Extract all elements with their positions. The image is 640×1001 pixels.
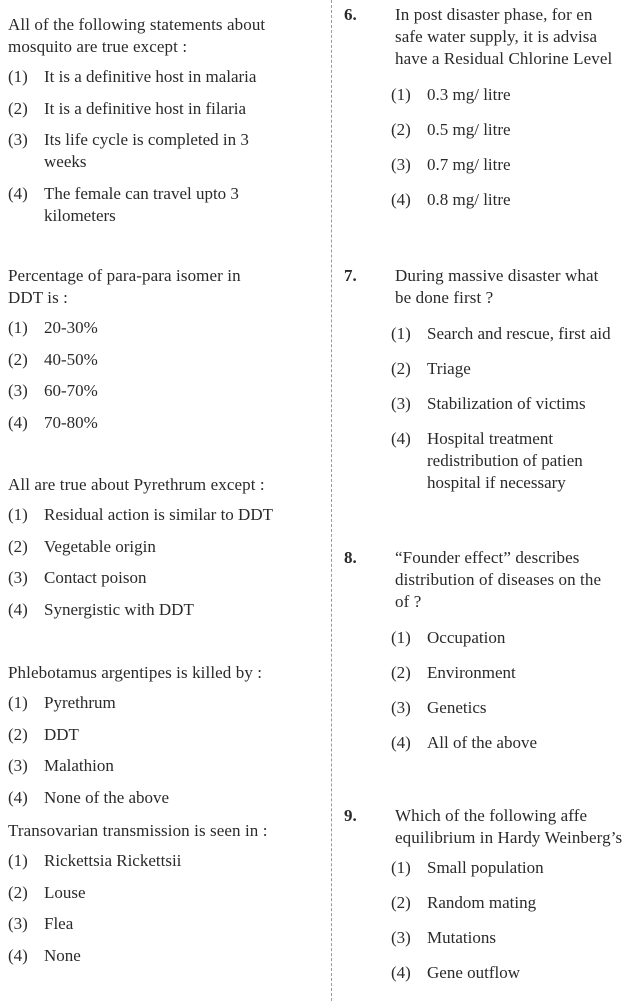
option-list: [391, 857, 640, 984]
option-number: (4): [391, 429, 411, 448]
option-text: 40-50%: [44, 349, 98, 369]
option-text: None of the above: [44, 787, 170, 807]
option-text: Rickettsia Rickettsii: [44, 851, 182, 870]
option: [391, 892, 640, 914]
option: [8, 599, 314, 621]
option-text: Random mating: [427, 893, 537, 912]
option-number: (4): [8, 945, 28, 965]
option-number: (2): [8, 536, 28, 556]
option: [8, 349, 314, 371]
question-block: [8, 14, 314, 236]
option-text: Synergistic with DDT: [44, 599, 194, 619]
option-text: 70-80%: [44, 412, 98, 432]
option-number: (2): [391, 663, 411, 682]
option: [391, 393, 640, 415]
option: [8, 850, 314, 872]
option: [8, 755, 314, 777]
option-text: Vegetable origin: [44, 536, 156, 556]
question-block: [8, 474, 314, 630]
option: [391, 358, 640, 380]
option-number: (4): [8, 183, 28, 203]
option-text: All of the above: [427, 733, 537, 752]
option-number: (2): [391, 893, 411, 912]
option: [8, 536, 314, 558]
option-text: None: [44, 945, 81, 965]
option-text: Stabilization of victims: [427, 394, 586, 413]
option: [8, 724, 314, 746]
option-text: It is a definitive host in malaria: [44, 67, 257, 86]
question-number: 8.: [344, 548, 357, 567]
option-text: Search and rescue, first aid: [427, 324, 611, 343]
question-number: 7.: [344, 266, 357, 285]
option-number: (3): [8, 914, 28, 933]
option-number: (3): [8, 381, 28, 400]
option: [8, 882, 314, 904]
option-text: It is a definitive host in filaria: [44, 98, 247, 118]
option: [8, 787, 314, 809]
option-text: Hospital treatment redistribution of patien hospital if necessary: [427, 429, 583, 492]
option-number: (3): [8, 756, 28, 775]
option: [8, 913, 314, 935]
option-list: [8, 692, 314, 809]
question-number: 6.: [344, 5, 357, 24]
option-text: Genetics: [427, 698, 487, 717]
option: [8, 183, 314, 227]
option-number: (4): [8, 787, 28, 807]
question-block: [336, 547, 640, 767]
option-number: (1): [391, 324, 411, 343]
option-number: (1): [8, 67, 28, 86]
option: [391, 962, 640, 984]
option-number: (4): [8, 599, 28, 619]
option: [8, 412, 314, 434]
option-list: [8, 504, 314, 621]
question-stem: All of the following statements about mosquito are true except :: [8, 15, 266, 56]
option-text: Mutations: [427, 928, 496, 947]
option-text: Pyrethrum: [44, 693, 116, 712]
option: [391, 927, 640, 949]
option: [8, 504, 314, 526]
option: [8, 692, 314, 714]
question-stem: During massive disaster what be done first ?: [395, 266, 599, 307]
option: [8, 380, 314, 402]
option-text: Its life cycle is completed in 3 weeks: [44, 130, 249, 171]
option: [391, 732, 640, 754]
question-block: [8, 662, 314, 818]
option-list: [8, 850, 314, 967]
option-text: 0.8 mg/ litre: [427, 190, 511, 209]
option-number: (3): [391, 394, 411, 413]
column-divider: [331, 0, 332, 1001]
option-text: 60-70%: [44, 381, 98, 400]
question-block: [8, 265, 314, 443]
option: [8, 317, 314, 339]
option: [391, 323, 640, 345]
option-list: [391, 84, 640, 211]
option-number: (2): [8, 98, 28, 118]
option: [391, 154, 640, 176]
option-number: (1): [8, 851, 28, 870]
option-number: (1): [8, 318, 28, 337]
option-list: [391, 627, 640, 754]
option-number: (2): [8, 349, 28, 369]
question-number: 9.: [344, 806, 357, 825]
option: [391, 697, 640, 719]
option-number: (1): [8, 505, 28, 524]
option-list: [8, 66, 314, 227]
option-text: Small population: [427, 858, 544, 877]
question-stem: In post disaster phase, for en safe water supply, it is advisa have a Residual Chlorine Level: [395, 5, 613, 68]
option-number: (1): [391, 858, 411, 877]
option-text: Residual action is similar to DDT: [44, 505, 273, 524]
option: [391, 119, 640, 141]
question-stem: Which of the following affe equilibrium in Hardy Weinberg’s: [395, 806, 623, 847]
option-number: (3): [8, 130, 28, 149]
question-stem: All are true about Pyrethrum except :: [8, 475, 265, 494]
option-number: (2): [391, 359, 411, 378]
option-number: (4): [391, 733, 411, 752]
option-number: (1): [391, 628, 411, 647]
option: [391, 428, 640, 494]
question-stem: “Founder effect” describes distribution of diseases on the of ?: [395, 548, 602, 611]
option-list: [8, 317, 314, 434]
option-text: 0.5 mg/ litre: [427, 120, 511, 139]
option-number: (1): [8, 693, 28, 712]
question-block: [336, 4, 640, 224]
option: [391, 84, 640, 106]
option-text: 0.3 mg/ litre: [427, 85, 511, 104]
option-text: Malathion: [44, 756, 114, 775]
option-text: Occupation: [427, 628, 506, 647]
option-number: (3): [8, 568, 28, 587]
option-number: (3): [391, 698, 411, 717]
question-block: [336, 805, 640, 997]
option: [8, 66, 314, 88]
option-number: (1): [391, 85, 411, 104]
option: [391, 627, 640, 649]
option-text: Environment: [427, 663, 516, 682]
option-number: (3): [391, 928, 411, 947]
option: [391, 189, 640, 211]
option: [391, 857, 640, 879]
option-text: DDT: [44, 724, 79, 744]
option-text: Gene outflow: [427, 963, 521, 982]
option-number: (2): [8, 724, 28, 744]
option-number: (2): [391, 120, 411, 139]
question-stem: Phlebotamus argentipes is killed by :: [8, 663, 263, 682]
option-list: [391, 323, 640, 494]
right-column: [336, 0, 640, 1001]
question-stem: Transovarian transmission is seen in :: [8, 821, 268, 840]
option-text: 20-30%: [44, 318, 98, 337]
option-number: (4): [391, 190, 411, 209]
option: [8, 567, 314, 589]
question-stem: Percentage of para-para isomer in DDT is :: [8, 266, 241, 307]
question-block: [336, 265, 640, 507]
option-text: Contact poison: [44, 568, 147, 587]
question-block: [8, 820, 314, 976]
option-number: (2): [8, 882, 28, 902]
option-text: The female can travel upto 3 kilometers: [44, 183, 239, 225]
option-number: (4): [8, 412, 28, 432]
option-text: 0.7 mg/ litre: [427, 155, 511, 174]
option-number: (3): [391, 155, 411, 174]
option: [391, 662, 640, 684]
option: [8, 945, 314, 967]
option: [8, 98, 314, 120]
option-number: (4): [391, 963, 411, 982]
option-text: Triage: [427, 359, 471, 378]
option-text: Louse: [44, 882, 86, 902]
option-text: Flea: [44, 914, 74, 933]
option: [8, 129, 314, 173]
